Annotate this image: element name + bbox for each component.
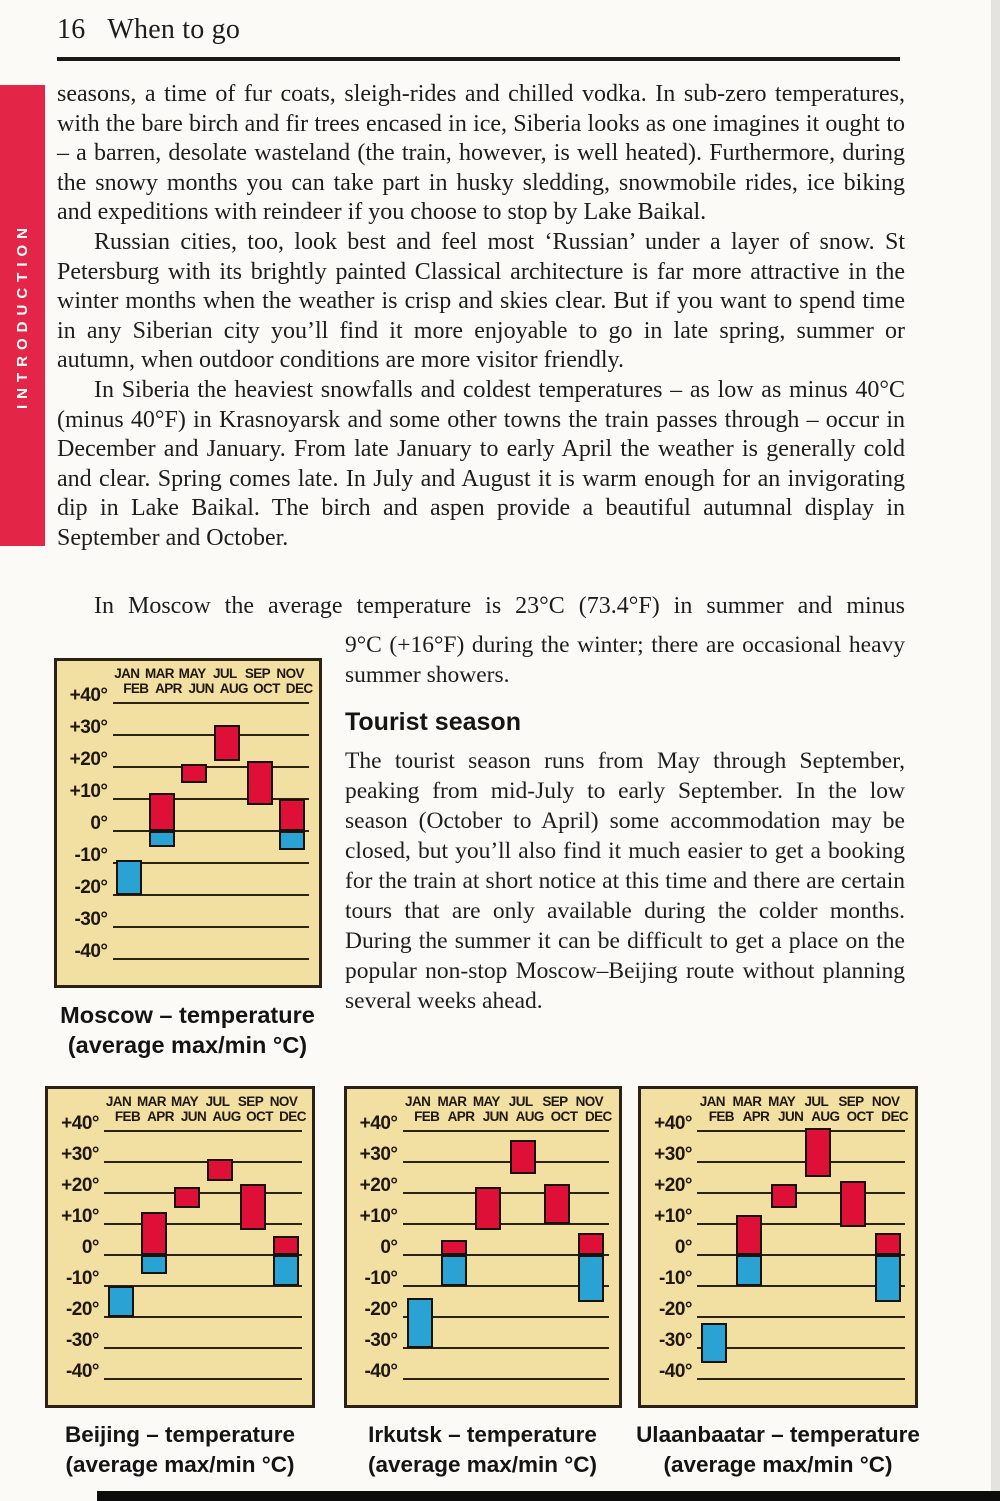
month-label-sep: SEP	[542, 1094, 568, 1109]
page-header	[57, 14, 240, 46]
temp-bar-min-jan-feb	[701, 1323, 727, 1363]
paragraph-seasons: seasons, a time of fur coats, sleigh-rides and chilled vodka. In sub-zero temperatures, with the bare birch and fir trees encased in ice, Siberia looks as one imagines it ought to – a barren, desolate wasteland (the train, however, is well heated). Furthermore, during the snowy months you can take part in husky sledding, snowmobile rides, ice biking and expeditions with reindeer if you choose to stop by Lake Baikal.	[57, 81, 905, 226]
temp-bar-max-jul-aug	[214, 725, 240, 760]
ytick-0: 0°	[674, 1237, 692, 1258]
ytick--20: -20°	[74, 877, 108, 898]
page-title: When to go	[107, 14, 241, 45]
month-label-mar: MAR	[137, 1094, 166, 1109]
temp-bar-min-jan-feb	[116, 860, 142, 895]
ytick--40: -40°	[65, 1361, 99, 1382]
month-label-jul: JUL	[804, 1094, 829, 1109]
temp-bar-min-jan-feb	[108, 1286, 134, 1317]
temp-bar-min-nov-dec	[875, 1255, 901, 1302]
beijing-chart-caption	[45, 1420, 315, 1480]
ytick-30: +30°	[69, 717, 108, 738]
gridline-20	[697, 1192, 905, 1194]
sidebar-introduction-label: INTRODUCTION	[14, 222, 31, 409]
ulaanbaatar-temperature-chart	[628, 1086, 928, 1480]
month-label-dec: DEC	[881, 1109, 908, 1124]
gridline--40	[113, 958, 309, 960]
ytick-20: +20°	[654, 1175, 692, 1196]
moscow-chart-caption	[40, 1000, 335, 1060]
page-bottom-scan-strip	[97, 1491, 1000, 1501]
gridline--40	[104, 1378, 302, 1380]
month-label-apr: APR	[155, 681, 182, 696]
ytick--20: -20°	[65, 1299, 99, 1320]
month-label-oct: OCT	[550, 1109, 578, 1124]
temp-bar-max-sep-oct	[240, 1184, 266, 1231]
month-label-nov: NOV	[871, 1094, 900, 1109]
ytick--20: -20°	[658, 1299, 692, 1320]
sidebar-introduction	[0, 85, 45, 546]
month-label-may: MAY	[768, 1094, 796, 1109]
month-label-jun: JUN	[180, 1109, 207, 1124]
gridline-20	[113, 766, 309, 768]
tourist-season-heading: Tourist season	[345, 708, 521, 736]
month-label-jul: JUL	[508, 1094, 533, 1109]
gridline-40	[113, 702, 309, 704]
month-label-feb: FEB	[123, 681, 149, 696]
month-label-oct: OCT	[253, 681, 280, 696]
temp-bar-max-may-jun	[771, 1184, 797, 1209]
temp-bar-max-nov-dec	[273, 1236, 299, 1255]
gridline--40	[697, 1378, 905, 1380]
gridline-30	[113, 734, 309, 736]
month-label-may: MAY	[472, 1094, 500, 1109]
temp-bar-min-mar-apr	[141, 1255, 167, 1274]
ytick-20: +20°	[69, 749, 108, 770]
irkutsk-chart-plot	[344, 1086, 622, 1408]
temp-bar-min-nov-dec	[273, 1255, 299, 1286]
ulaanbaatar-caption-line1: Ulaanbaatar – temperature	[636, 1422, 920, 1447]
month-label-mar: MAR	[732, 1094, 762, 1109]
paragraph-moscow-temperature-cont: 9°C (+16°F) during the winter; there are occasional heavy summer showers.	[345, 632, 905, 688]
irkutsk-caption-line1: Irkutsk – temperature	[368, 1422, 597, 1447]
ytick-30: +30°	[654, 1144, 692, 1165]
month-label-apr: APR	[742, 1109, 770, 1124]
gridline--30	[113, 926, 309, 928]
ytick--10: -10°	[74, 845, 108, 866]
month-label-jul: JUL	[212, 666, 237, 681]
ytick-30: +30°	[61, 1144, 99, 1165]
ytick-20: +20°	[359, 1175, 398, 1196]
body-text	[57, 80, 905, 554]
month-label-aug: AUG	[515, 1109, 544, 1124]
ytick--40: -40°	[364, 1361, 398, 1382]
temp-bar-min-mar-apr	[149, 831, 175, 847]
month-label-feb: FEB	[114, 1109, 141, 1124]
gridline-30	[104, 1161, 302, 1163]
ytick-30: +30°	[359, 1144, 398, 1165]
month-label-dec: DEC	[584, 1109, 612, 1124]
month-label-nov: NOV	[269, 1094, 298, 1109]
ytick--10: -10°	[658, 1268, 692, 1289]
beijing-caption-line2: (average max/min °C)	[65, 1452, 295, 1477]
temp-bar-max-may-jun	[181, 764, 207, 783]
month-label-apr: APR	[447, 1109, 475, 1124]
scan-edge-artifact	[991, 0, 1000, 1501]
ytick-0: 0°	[380, 1237, 398, 1258]
moscow-temperature-chart	[40, 658, 335, 1060]
gridline--30	[104, 1347, 302, 1349]
month-label-nov: NOV	[575, 1094, 604, 1109]
temp-bar-max-sep-oct	[247, 761, 273, 806]
page-number: 16	[57, 14, 86, 45]
ytick--30: -30°	[65, 1330, 99, 1351]
ytick-10: +10°	[654, 1206, 692, 1227]
gridline--30	[697, 1347, 905, 1349]
month-label-aug: AUG	[219, 681, 248, 696]
ytick--30: -30°	[364, 1330, 398, 1351]
gridline-40	[697, 1130, 905, 1132]
ytick--30: -30°	[658, 1330, 692, 1351]
gridline--20	[113, 894, 309, 896]
temp-bar-max-jul-aug	[805, 1128, 831, 1178]
gridline--20	[697, 1316, 905, 1318]
beijing-caption-line1: Beijing – temperature	[64, 1422, 296, 1447]
ytick-10: +10°	[69, 781, 108, 802]
temp-bar-max-mar-apr	[149, 793, 175, 831]
ytick--20: -20°	[364, 1299, 398, 1320]
month-label-jun: JUN	[188, 681, 214, 696]
moscow-caption-line1: Moscow – temperature	[60, 1002, 315, 1028]
month-label-jan: JAN	[105, 1094, 132, 1109]
ytick-0: 0°	[81, 1237, 99, 1258]
paragraph-siberia-snowfalls: In Siberia the heaviest snowfalls and coldest temperatures – as low as minus 40°C (minus 40°F) in Krasnoyarsk and some other towns the train passes through – occur in December and January. From late January to early April the weather is generally cold and clear. Spring comes late. In July and August it is warm enough for an invigorating dip in Lake Baikal. The birch and aspen provide a beautiful autumnal display in September and October.	[57, 376, 905, 551]
month-label-jan: JAN	[405, 1094, 431, 1109]
month-label-may: MAY	[178, 666, 206, 681]
temp-bar-max-may-jun	[174, 1187, 200, 1209]
gridline-30	[403, 1161, 609, 1163]
temp-bar-min-mar-apr	[736, 1255, 762, 1286]
ytick-40: +40°	[61, 1113, 99, 1134]
ytick-40: +40°	[654, 1113, 692, 1134]
temp-bar-max-jul-aug	[510, 1140, 536, 1174]
month-label-mar: MAR	[145, 666, 174, 681]
gridline--10	[113, 862, 309, 864]
ytick-10: +10°	[359, 1206, 398, 1227]
gridline--20	[403, 1316, 609, 1318]
ulaanbaatar-chart-caption	[628, 1420, 928, 1480]
month-label-sep: SEP	[244, 666, 271, 681]
gridline--20	[104, 1316, 302, 1318]
right-column	[345, 630, 905, 1016]
gridline-20	[104, 1192, 302, 1194]
ytick-10: +10°	[61, 1206, 99, 1227]
temp-bar-max-nov-dec	[279, 799, 305, 831]
gridline-30	[697, 1161, 905, 1163]
month-label-jul: JUL	[205, 1094, 230, 1109]
month-label-jun: JUN	[482, 1109, 508, 1124]
month-label-aug: AUG	[811, 1109, 840, 1124]
temp-bar-max-nov-dec	[875, 1233, 901, 1255]
gridline-10	[104, 1223, 302, 1225]
gridline-10	[697, 1223, 905, 1225]
gridline-20	[403, 1192, 609, 1194]
gridline--40	[403, 1378, 609, 1380]
month-label-aug: AUG	[212, 1109, 241, 1124]
paragraph-russian-cities: Russian cities, too, look best and feel most ‘Russian’ under a layer of snow. St Petersburg with its brightly painted Classical architecture is far more attractive in the winter months when the weather is crisp and skies clear. But if you want to spend time in any Siberian city you’ll find it more enjoyable to go in late spring, summer or autumn, when outdoor conditions are more visitor friendly.	[57, 228, 905, 374]
month-label-jan: JAN	[114, 666, 140, 681]
temp-bar-max-sep-oct	[544, 1184, 570, 1224]
month-label-may: MAY	[171, 1094, 198, 1109]
beijing-chart-plot	[45, 1086, 315, 1408]
temp-bar-max-may-jun	[475, 1187, 501, 1230]
ulaanbaatar-chart-plot	[638, 1086, 918, 1408]
temp-bar-max-mar-apr	[736, 1215, 762, 1255]
moscow-caption-line2: (average max/min °C)	[67, 1032, 308, 1058]
month-label-jan: JAN	[699, 1094, 725, 1109]
ytick--10: -10°	[65, 1268, 99, 1289]
paragraph-tourist-season: The tourist season runs from May through September, peaking from mid-July to early September. In the low season (October to April) some accommodation may be closed, but you’ll also find it much easier to get a booking for the train at short notice at this time and there are certain tours that are only available during the colder months. During the summer it can be difficult to get a place on the popular non-stop Moscow–Beijing route without planning several weeks ahead.	[345, 748, 905, 1014]
month-label-oct: OCT	[246, 1109, 273, 1124]
ytick-0: 0°	[90, 813, 108, 834]
irkutsk-chart-caption	[341, 1420, 624, 1480]
gridline-10	[403, 1223, 609, 1225]
ytick--40: -40°	[658, 1361, 692, 1382]
month-label-dec: DEC	[279, 1109, 306, 1124]
header-rule	[57, 57, 900, 61]
month-label-sep: SEP	[838, 1094, 864, 1109]
ytick-40: +40°	[359, 1113, 398, 1134]
ytick--40: -40°	[74, 941, 108, 962]
ytick-40: +40°	[69, 685, 108, 706]
temp-bar-max-nov-dec	[578, 1233, 604, 1255]
gridline--30	[403, 1347, 609, 1349]
month-label-dec: DEC	[285, 681, 313, 696]
month-label-apr: APR	[147, 1109, 174, 1124]
ytick-20: +20°	[61, 1175, 99, 1196]
temp-bar-min-nov-dec	[279, 831, 305, 850]
ytick--30: -30°	[74, 909, 108, 930]
ytick--10: -10°	[364, 1268, 398, 1289]
temp-bar-min-mar-apr	[441, 1255, 467, 1286]
gridline-40	[403, 1130, 609, 1132]
month-label-feb: FEB	[708, 1109, 734, 1124]
paragraph-moscow-temperature-line1: In Moscow the average temperature is 23°C (73.4°F) in summer and minus	[94, 593, 905, 619]
moscow-chart-plot	[54, 658, 322, 988]
month-label-oct: OCT	[846, 1109, 874, 1124]
temp-bar-max-sep-oct	[840, 1181, 866, 1228]
month-label-feb: FEB	[414, 1109, 440, 1124]
beijing-temperature-chart	[45, 1086, 315, 1480]
temp-bar-max-jul-aug	[207, 1159, 233, 1181]
temp-bar-min-jan-feb	[407, 1298, 433, 1348]
month-label-nov: NOV	[276, 666, 304, 681]
month-label-jun: JUN	[778, 1109, 804, 1124]
temp-bar-max-mar-apr	[441, 1240, 467, 1256]
irkutsk-temperature-chart	[341, 1086, 624, 1480]
month-label-sep: SEP	[237, 1094, 264, 1109]
ulaanbaatar-caption-line2: (average max/min °C)	[663, 1452, 893, 1477]
gridline-40	[104, 1130, 302, 1132]
temp-bar-min-nov-dec	[578, 1255, 604, 1302]
month-label-mar: MAR	[437, 1094, 467, 1109]
temp-bar-max-mar-apr	[141, 1212, 167, 1255]
irkutsk-caption-line2: (average max/min °C)	[367, 1452, 598, 1477]
